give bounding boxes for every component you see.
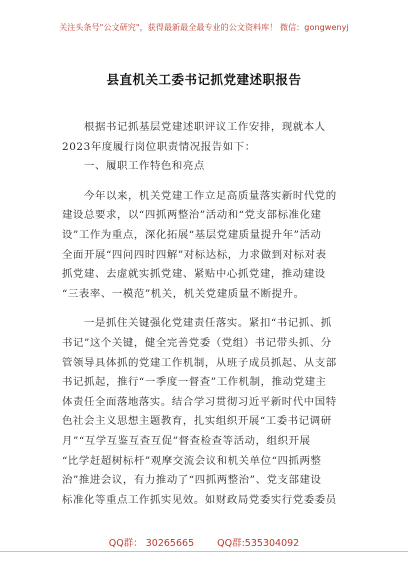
paragraph-line: 建设总要求，以“四抓两整治”活动和“党支部标准化建 (62, 209, 322, 222)
paragraph-line: 管领导具体抓的党建工作机制，从班子成员抓起、从支部 (62, 356, 337, 369)
paragraph-line: 色社会主义思想主题教育，扎实组织开展“工委书记调研 (62, 415, 332, 428)
paragraph-line: 治”推进会议，有力推动了“四抓两整治”、党支部建设 (62, 474, 322, 487)
paragraph-line: 体责任全面落地落实。结合学习贯彻习近平新时代中国特 (62, 395, 337, 408)
paragraph-line: “比学赶超树标杆”观摩交流会议和机关单位“四抓两整 (62, 454, 322, 467)
document-body (62, 118, 354, 510)
paragraph-line: 月”“互学互鉴互查互促”督查检查等活动，组织开展 (62, 434, 311, 447)
qq-group-2: QQ群:535304092 (217, 538, 300, 549)
paragraph-line: 标准化等重点工作抓实见效。如财政局党委实行党委委员 (62, 493, 337, 506)
paragraph-line: 一是抓住关键强化党建责任落实。紧扣“书记抓、抓 (84, 317, 332, 330)
paragraph-line: 设”工作为重点，深化拓展“基层党建质量提升年”活动 (62, 228, 322, 241)
document-title: 县直机关工委书记抓党建述职报告 (106, 72, 302, 87)
paragraph-line: 书记抓起，推行“一季度一督查”工作机制，推动党建主 (62, 376, 327, 389)
paragraph-line: 今年以来，机关党建工作立足高质量落实新时代党的 (84, 189, 337, 202)
promo-banner: 关注头条号"公文研究"，获得最新最全最专业的公文资料库！ 微信：gongwenyj (59, 23, 349, 32)
paragraph-line: 2023年度履行岗位职责情况报告如下： (62, 140, 256, 153)
paragraph-line: 抓党建、去虚就实抓党建、紧贴中心抓党建，推动建设 (62, 268, 326, 281)
footer-divider (0, 551, 408, 552)
qq-group-1: QQ群： 30265665 (108, 538, 195, 549)
paragraph-line: 根据书记抓基层党建述职评议工作安排，现就本人 (84, 121, 326, 133)
paragraph-line: “三表率、一模范”机关，机关党建质量不断提升。 (62, 287, 305, 300)
paragraph-line: 全面开展“四问四时四解”对标达标，力求做到对标对表 (62, 248, 327, 261)
footer-contact (0, 535, 408, 549)
section-heading: 一、履职工作特色和亮点 (84, 160, 205, 173)
paragraph-line: 书记”这个关键，健全完善党委（党组）书记带头抓、分 (62, 336, 332, 349)
